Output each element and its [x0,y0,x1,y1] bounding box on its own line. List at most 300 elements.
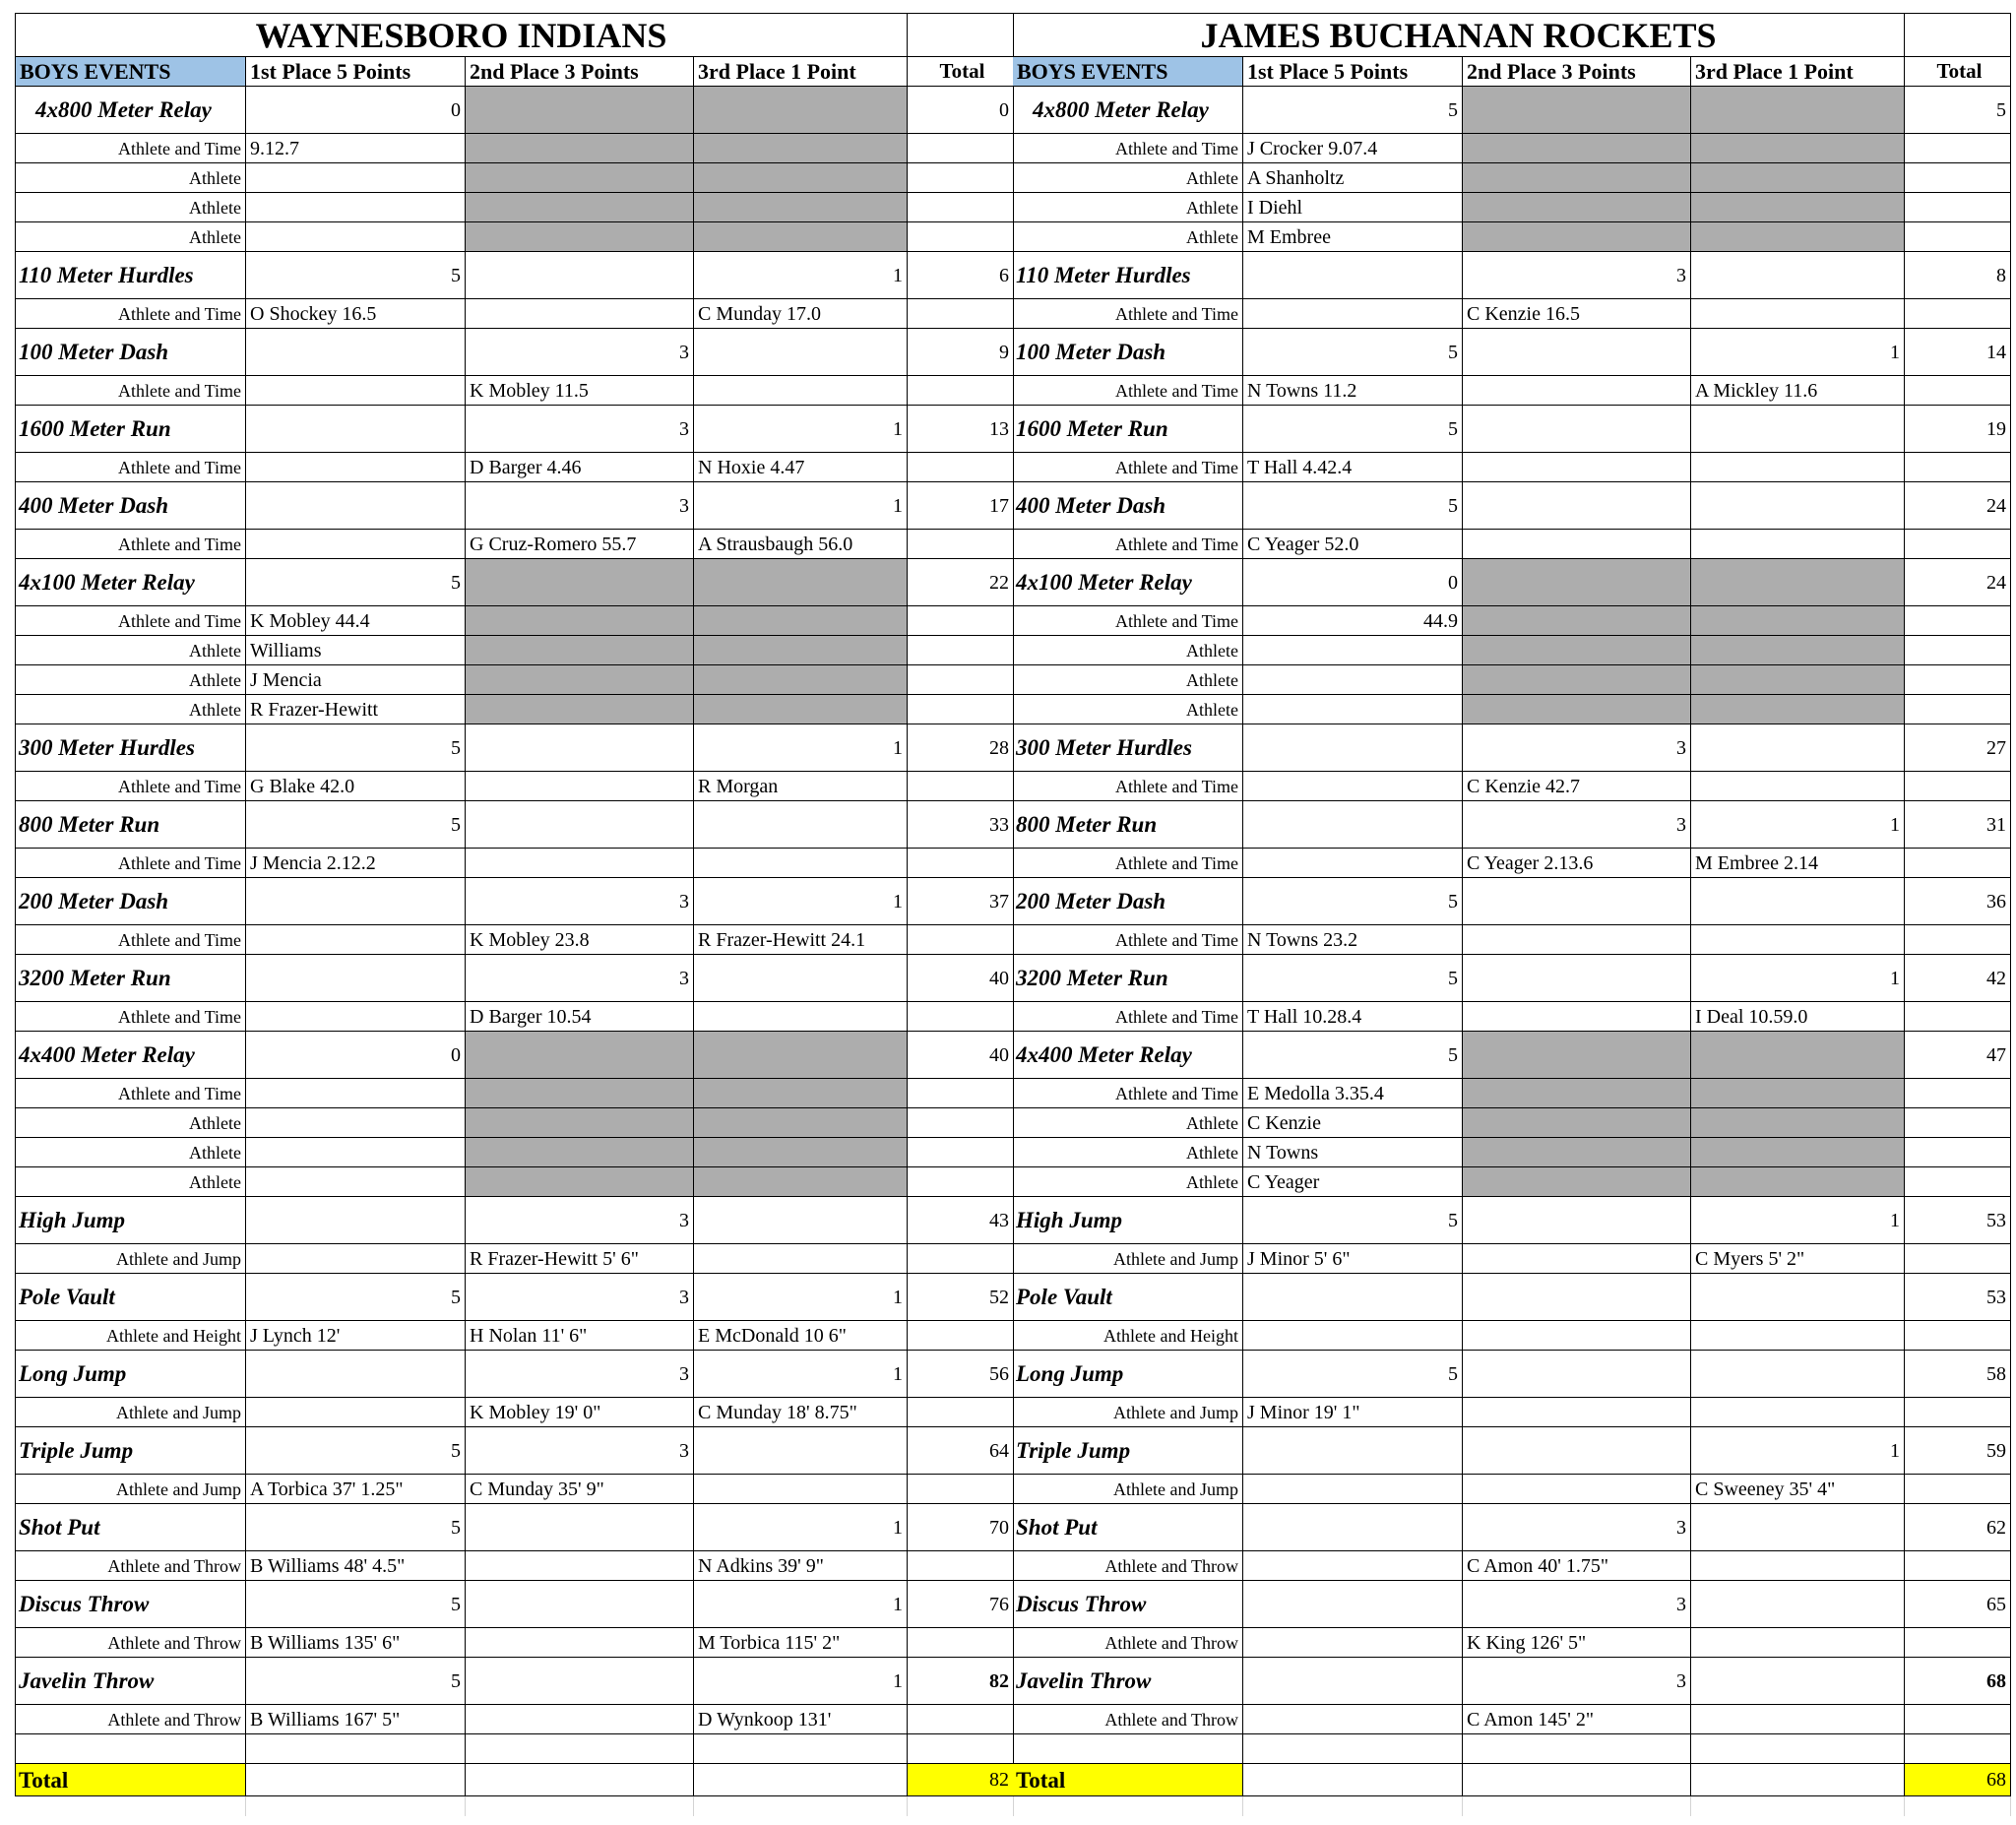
running-total: 68 [1905,1658,2011,1705]
detail-label: Athlete and Time [16,453,246,482]
first-place-column-header: 1st Place 5 Points [246,57,466,87]
first-place-athlete: C Kenzie [1243,1108,1463,1138]
first-place-athlete: B Williams 135' 6" [246,1628,466,1658]
second-place-athlete: C Kenzie 42.7 [1463,772,1691,801]
second-place-points [466,87,694,134]
third-place-points: 1 [694,1351,908,1398]
running-total: 27 [1905,724,2011,772]
detail-total-cell [1905,163,2011,193]
event-name: 4x400 Meter Relay [1013,1032,1243,1079]
second-place-athlete [466,772,694,801]
event-name: Shot Put [16,1504,246,1551]
second-place-points [466,559,694,606]
third-place-athlete: C Sweeney 35' 4" [1691,1475,1905,1504]
second-place-points [1463,329,1691,376]
second-place-column-header: 2nd Place 3 Points [466,57,694,87]
first-place-athlete [1243,665,1463,695]
third-place-points: 1 [694,724,908,772]
detail-total-cell [1905,1138,2011,1167]
first-place-athlete [1243,299,1463,329]
detail-total-cell [1905,1108,2011,1138]
detail-total-cell [908,1079,1014,1108]
grand-total-empty [694,1764,908,1796]
gridline-stub [2010,1796,2011,1816]
detail-label: Athlete and Throw [1013,1628,1243,1658]
event-name: Pole Vault [1013,1274,1243,1321]
first-place-points [246,329,466,376]
detail-label: Athlete [16,193,246,222]
third-place-athlete [1691,925,1905,955]
third-place-points: 1 [694,1581,908,1628]
first-place-athlete [1243,1705,1463,1734]
detail-label: Athlete and Time [1013,530,1243,559]
third-place-points: 1 [694,482,908,530]
second-place-athlete [466,299,694,329]
second-place-athlete: K Mobley 23.8 [466,925,694,955]
grand-total-empty [1691,1764,1905,1796]
running-total: 9 [908,329,1014,376]
gridline-stub [907,1796,908,1816]
third-place-points [1691,406,1905,453]
event-name: Long Jump [1013,1351,1243,1398]
event-name: 4x400 Meter Relay [16,1032,246,1079]
events-column-header: BOYS EVENTS [1013,57,1243,87]
third-place-athlete [1691,1551,1905,1581]
detail-label: Athlete and Time [16,606,246,636]
third-place-athlete: A Mickley 11.6 [1691,376,1905,406]
detail-label: Athlete and Throw [16,1551,246,1581]
third-place-points [1691,1274,1905,1321]
first-place-points [246,955,466,1002]
detail-total-cell [1905,1002,2011,1032]
second-place-points [1463,1427,1691,1475]
detail-label: Athlete [1013,1108,1243,1138]
first-place-athlete [246,925,466,955]
detail-total-cell [908,530,1014,559]
running-total: 82 [908,1658,1014,1705]
total-column-header: Total [908,57,1014,87]
event-name: 400 Meter Dash [16,482,246,530]
gridline-stub [1690,1796,1691,1816]
third-place-points [694,329,908,376]
detail-total-cell [1905,1079,2011,1108]
second-place-athlete [1463,1321,1691,1351]
second-place-athlete [1463,1475,1691,1504]
third-place-points [1691,87,1905,134]
detail-label: Athlete [1013,163,1243,193]
first-place-athlete: I Diehl [1243,193,1463,222]
third-place-athlete [694,606,908,636]
first-place-athlete: T Hall 4.42.4 [1243,453,1463,482]
second-place-athlete [1463,134,1691,163]
third-place-athlete [694,1108,908,1138]
first-place-athlete: A Torbica 37' 1.25" [246,1475,466,1504]
detail-label: Athlete and Time [1013,376,1243,406]
first-place-athlete [246,1108,466,1138]
second-place-athlete [1463,376,1691,406]
running-total: 36 [1905,878,2011,925]
third-place-athlete [1691,134,1905,163]
second-place-column-header: 2nd Place 3 Points [1463,57,1691,87]
event-name: High Jump [16,1197,246,1244]
detail-total-cell [908,1475,1014,1504]
second-place-athlete [1463,193,1691,222]
event-name: 300 Meter Hurdles [1013,724,1243,772]
third-place-points: 1 [1691,1197,1905,1244]
first-place-points: 5 [246,1427,466,1475]
detail-total-cell [908,193,1014,222]
detail-total-cell [908,849,1014,878]
first-place-points: 5 [246,801,466,849]
detail-label: Athlete and Time [1013,134,1243,163]
third-place-column-header: 3rd Place 1 Point [694,57,908,87]
detail-total-cell [1905,849,2011,878]
spacer-cell [246,1734,466,1764]
third-place-athlete: M Embree 2.14 [1691,849,1905,878]
detail-total-cell [1905,193,2011,222]
third-place-points [1691,1658,1905,1705]
spacer-cell [908,1734,1014,1764]
detail-label: Athlete [16,636,246,665]
running-total: 59 [1905,1427,2011,1475]
detail-total-cell [1905,1244,2011,1274]
second-place-athlete [1463,606,1691,636]
detail-total-cell [908,1551,1014,1581]
detail-label: Athlete [16,1108,246,1138]
third-place-athlete [1691,1398,1905,1427]
event-name: 1600 Meter Run [1013,406,1243,453]
event-name: Discus Throw [16,1581,246,1628]
first-place-points: 5 [1243,955,1463,1002]
detail-total-cell [908,222,1014,252]
running-total: 13 [908,406,1014,453]
second-place-athlete [466,695,694,724]
first-place-athlete [1243,1475,1463,1504]
second-place-athlete [466,1079,694,1108]
second-place-athlete: K Mobley 19' 0" [466,1398,694,1427]
third-place-athlete [1691,636,1905,665]
third-place-athlete: I Deal 10.59.0 [1691,1002,1905,1032]
first-place-points: 5 [246,1658,466,1705]
second-place-athlete [1463,665,1691,695]
second-place-points: 3 [1463,252,1691,299]
running-total: 22 [908,559,1014,606]
second-place-athlete [466,1705,694,1734]
third-place-athlete: N Adkins 39' 9" [694,1551,908,1581]
third-place-points: 1 [1691,329,1905,376]
first-place-athlete [246,163,466,193]
third-place-athlete [1691,1079,1905,1108]
first-place-athlete: Williams [246,636,466,665]
grand-total-empty [1463,1764,1691,1796]
second-place-athlete [1463,695,1691,724]
second-place-athlete [466,665,694,695]
third-place-athlete: M Torbica 115' 2" [694,1628,908,1658]
third-place-points [694,1197,908,1244]
event-name: Long Jump [16,1351,246,1398]
third-place-athlete [1691,1705,1905,1734]
grand-total-empty [1243,1764,1463,1796]
detail-label: Athlete and Time [16,299,246,329]
second-place-athlete [1463,1079,1691,1108]
detail-total-cell [908,1628,1014,1658]
second-place-athlete: K King 126' 5" [1463,1628,1691,1658]
second-place-points [1463,878,1691,925]
grand-total-value: 68 [1905,1764,2011,1796]
first-place-points [1243,1581,1463,1628]
event-name: 1600 Meter Run [16,406,246,453]
first-place-points: 5 [1243,1032,1463,1079]
gridline-stub [1462,1796,1463,1816]
detail-total-cell [908,772,1014,801]
detail-label: Athlete and Throw [16,1628,246,1658]
first-place-athlete: J Lynch 12' [246,1321,466,1351]
gridline-stub [465,1796,466,1816]
running-total: 53 [1905,1274,2011,1321]
first-place-athlete: N Towns 23.2 [1243,925,1463,955]
second-place-athlete [1463,1108,1691,1138]
detail-label: Athlete and Throw [16,1705,246,1734]
detail-label: Athlete and Time [16,530,246,559]
first-place-athlete [246,1244,466,1274]
second-place-athlete [466,849,694,878]
running-total: 70 [908,1504,1014,1551]
third-place-points [1691,252,1905,299]
third-place-athlete [694,1475,908,1504]
first-place-points [1243,1504,1463,1551]
first-place-points [246,482,466,530]
second-place-athlete [466,1551,694,1581]
first-place-athlete: J Minor 19' 1" [1243,1398,1463,1427]
running-total: 42 [1905,955,2011,1002]
first-place-athlete: J Minor 5' 6" [1243,1244,1463,1274]
detail-total-cell [1905,1628,2011,1658]
event-name: 800 Meter Run [16,801,246,849]
grand-total-label: Total [1013,1764,1243,1796]
third-place-athlete: C Myers 5' 2" [1691,1244,1905,1274]
detail-label: Athlete and Time [1013,1002,1243,1032]
second-place-points: 3 [466,955,694,1002]
detail-total-cell [1905,695,2011,724]
gridline-stub [245,1796,246,1816]
event-name: 110 Meter Hurdles [16,252,246,299]
third-place-athlete [694,695,908,724]
detail-label: Athlete and Jump [16,1244,246,1274]
team-name: WAYNESBORO INDIANS [16,14,908,57]
detail-label: Athlete and Time [16,772,246,801]
second-place-athlete [1463,1138,1691,1167]
first-place-points: 0 [246,87,466,134]
third-place-points: 1 [694,1274,908,1321]
first-place-athlete [246,1398,466,1427]
second-place-points: 3 [466,1427,694,1475]
first-place-athlete: A Shanholtz [1243,163,1463,193]
event-name: 3200 Meter Run [1013,955,1243,1002]
detail-total-cell [1905,1551,2011,1581]
detail-total-cell [1905,1705,2011,1734]
detail-total-cell [1905,665,2011,695]
second-place-athlete [1463,925,1691,955]
first-place-points: 5 [1243,329,1463,376]
event-name: 300 Meter Hurdles [16,724,246,772]
second-place-athlete: H Nolan 11' 6" [466,1321,694,1351]
detail-total-cell [908,453,1014,482]
running-total: 19 [1905,406,2011,453]
third-place-athlete [694,1167,908,1197]
detail-label: Athlete and Time [1013,925,1243,955]
second-place-athlete [466,1138,694,1167]
second-place-points: 3 [1463,801,1691,849]
event-name: Shot Put [1013,1504,1243,1551]
first-place-points [1243,1658,1463,1705]
detail-total-cell [1905,1167,2011,1197]
third-place-points: 1 [694,878,908,925]
running-total: 5 [1905,87,2011,134]
first-place-points [1243,724,1463,772]
first-place-points [1243,801,1463,849]
second-place-athlete [466,1628,694,1658]
third-place-points: 1 [1691,1427,1905,1475]
third-place-athlete: E McDonald 10 6" [694,1321,908,1351]
second-place-athlete [1463,1002,1691,1032]
third-place-points [1691,1351,1905,1398]
detail-label: Athlete [16,1138,246,1167]
third-place-athlete [694,222,908,252]
running-total: 6 [908,252,1014,299]
third-place-athlete: C Munday 18' 8.75" [694,1398,908,1427]
event-name: Triple Jump [1013,1427,1243,1475]
team-name: JAMES BUCHANAN ROCKETS [1013,14,1905,57]
second-place-athlete [1463,636,1691,665]
second-place-athlete: K Mobley 11.5 [466,376,694,406]
first-place-points: 0 [246,1032,466,1079]
second-place-points [1463,1032,1691,1079]
event-name: 100 Meter Dash [1013,329,1243,376]
second-place-points [1463,482,1691,530]
third-place-athlete: R Morgan [694,772,908,801]
first-place-points: 5 [246,1274,466,1321]
running-total: 33 [908,801,1014,849]
detail-total-cell [908,1705,1014,1734]
second-place-athlete [466,222,694,252]
first-place-athlete: B Williams 48' 4.5" [246,1551,466,1581]
detail-label: Athlete and Jump [16,1475,246,1504]
first-place-athlete: J Mencia [246,665,466,695]
running-total: 37 [908,878,1014,925]
title-spacer [908,14,1014,57]
second-place-points [1463,1197,1691,1244]
third-place-athlete [694,665,908,695]
first-place-points: 5 [1243,482,1463,530]
gridline-stub [1904,1796,1905,1816]
detail-total-cell [1905,925,2011,955]
first-place-athlete: J Crocker 9.07.4 [1243,134,1463,163]
first-place-athlete [246,1079,466,1108]
second-place-athlete: D Barger 4.46 [466,453,694,482]
first-place-points: 5 [1243,87,1463,134]
detail-label: Athlete and Time [16,925,246,955]
detail-total-cell [908,1398,1014,1427]
second-place-athlete [466,134,694,163]
running-total: 40 [908,1032,1014,1079]
second-place-points [466,252,694,299]
grand-total-empty [246,1764,466,1796]
detail-label: Athlete and Throw [1013,1705,1243,1734]
first-place-athlete: G Blake 42.0 [246,772,466,801]
detail-label: Athlete [16,695,246,724]
running-total: 58 [1905,1351,2011,1398]
second-place-points [466,1504,694,1551]
detail-label: Athlete [1013,695,1243,724]
third-place-athlete [1691,453,1905,482]
spacer-cell [694,1734,908,1764]
first-place-athlete [1243,1628,1463,1658]
running-total: 24 [1905,559,2011,606]
first-place-athlete: B Williams 167' 5" [246,1705,466,1734]
event-name: 200 Meter Dash [1013,878,1243,925]
gridline-stub [1242,1796,1243,1816]
third-place-column-header: 3rd Place 1 Point [1691,57,1905,87]
second-place-athlete: C Amon 40' 1.75" [1463,1551,1691,1581]
event-name: 400 Meter Dash [1013,482,1243,530]
detail-total-cell [908,134,1014,163]
event-name: Triple Jump [16,1427,246,1475]
event-name: 100 Meter Dash [16,329,246,376]
running-total: 0 [908,87,1014,134]
third-place-athlete [1691,606,1905,636]
first-place-points: 5 [1243,1351,1463,1398]
detail-label: Athlete and Jump [1013,1244,1243,1274]
event-name: Javelin Throw [16,1658,246,1705]
second-place-points: 3 [466,878,694,925]
event-name: 200 Meter Dash [16,878,246,925]
event-name: High Jump [1013,1197,1243,1244]
spacer-cell [16,1734,246,1764]
running-total: 76 [908,1581,1014,1628]
second-place-points: 3 [466,329,694,376]
detail-total-cell [1905,1475,2011,1504]
spacer-cell [466,1734,694,1764]
third-place-athlete [1691,1108,1905,1138]
detail-total-cell [908,163,1014,193]
second-place-athlete [1463,530,1691,559]
second-place-points: 3 [1463,724,1691,772]
first-place-athlete [246,530,466,559]
running-total: 64 [908,1427,1014,1475]
detail-label: Athlete [16,665,246,695]
detail-total-cell [908,925,1014,955]
spacer-cell [1463,1734,1691,1764]
detail-total-cell [1905,636,2011,665]
detail-total-cell [1905,772,2011,801]
detail-total-cell [908,1167,1014,1197]
first-place-athlete: C Yeager 52.0 [1243,530,1463,559]
third-place-athlete [1691,1321,1905,1351]
second-place-points: 3 [1463,1581,1691,1628]
event-name: Discus Throw [1013,1581,1243,1628]
second-place-athlete: C Munday 35' 9" [466,1475,694,1504]
third-place-points [694,87,908,134]
detail-label: Athlete and Time [1013,453,1243,482]
first-place-athlete [246,1138,466,1167]
gridline-stub [1013,1796,1014,1816]
detail-label: Athlete [1013,1138,1243,1167]
second-place-points: 3 [466,1351,694,1398]
spacer-cell [1013,1734,1243,1764]
first-place-points: 5 [1243,878,1463,925]
second-place-points [466,724,694,772]
event-name: 800 Meter Run [1013,801,1243,849]
